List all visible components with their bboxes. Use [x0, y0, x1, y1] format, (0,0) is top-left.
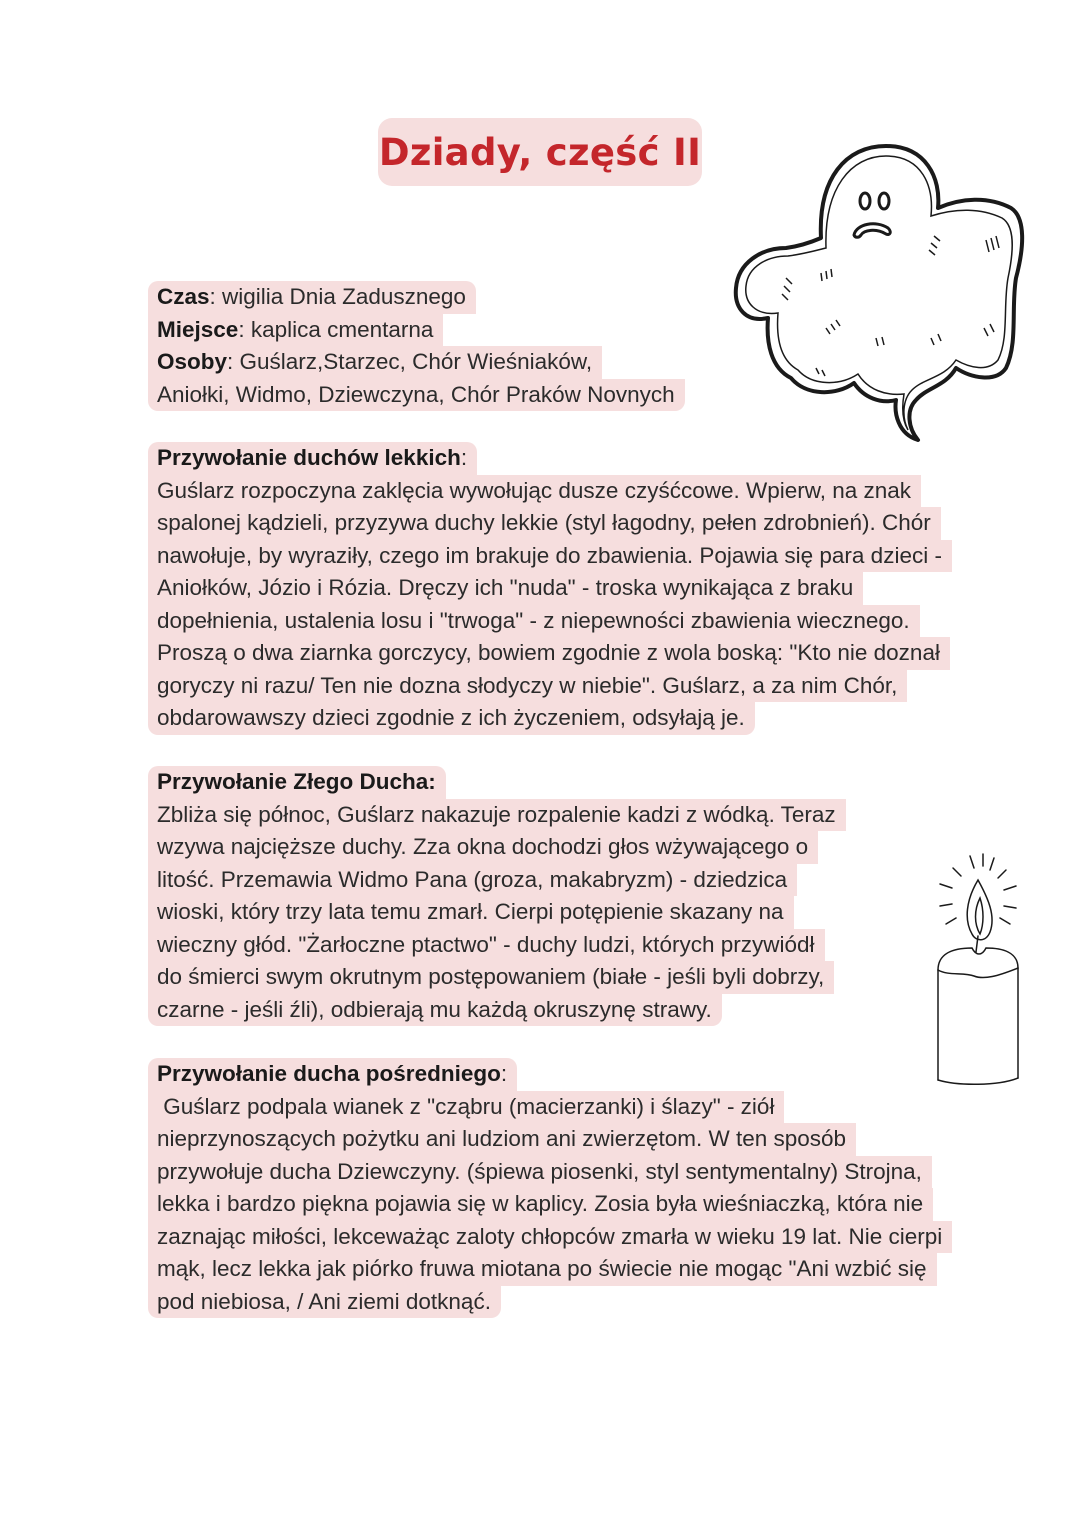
heading-suffix: : [500, 1061, 508, 1086]
page-title: Dziady, część II [378, 130, 702, 174]
info-miejsce [148, 314, 443, 347]
paragraph-line: Guślarz podpala wianek z "cząbru (macierzanki) i ślazy" - ziół [148, 1091, 784, 1124]
paragraph-line: zaznając miłości, lekceważąc zaloty chłopców zmarła w wieku 19 lat. Nie cierpi [148, 1221, 952, 1254]
paragraph-line: dopełnienia, ustalenia losu i "trwoga" - z niepewności zbawienia wiecznego. [148, 605, 920, 638]
paragraph-line: litość. Przemawia Widmo Pana (groza, makabryzm) - dziedzica [148, 864, 797, 897]
title-highlight [378, 118, 702, 186]
paragraph-line: pod niebiosa, / Ani ziemi dotknąć. [148, 1286, 501, 1319]
section-zly-duch [148, 766, 968, 1026]
paragraph-line: Proszą o dwa ziarnka gorczycy, bowiem zgodnie z wola boską: "Kto nie doznał [148, 637, 950, 670]
paragraph-line: do śmierci swym okrutnym postępowaniem (białe - jeśli byli dobrzy, [148, 961, 834, 994]
paragraph-line: Aniołków, Józio i Rózia. Dręczy ich "nuda" - troska wynikająca z braku [148, 572, 863, 605]
miejsce-value: : kaplica cmentarna [238, 316, 434, 342]
section-heading [148, 766, 446, 799]
osoby-value: : Guślarz,Starzec, Chór Wieśniaków, [227, 349, 593, 374]
paragraph-line: wzywa najcięższe duchy. Zza okna dochodzi głos wżywającego o [148, 831, 818, 864]
info-osoby-cont: Aniołki, Widmo, Dziewczyna, Chór Praków Novnych [148, 379, 685, 412]
paragraph-line: wioski, który trzy lata temu zmarł. Cierpi potępienie skazany na [148, 896, 794, 929]
osoby-label: Osoby [157, 349, 228, 374]
section1-heading: Przywołanie duchów lekkich [157, 445, 461, 470]
section-heading [148, 442, 477, 475]
paragraph-line: spalonej kądzieli, przyzywa duchy lekkie (styl łagodny, pełen zdrobnień). Chór [148, 507, 941, 540]
section2-heading: Przywołanie Złego Ducha: [157, 769, 436, 794]
miejsce-label: Miejsce [157, 316, 239, 342]
info-osoby [148, 346, 602, 379]
paragraph-line: lekka i bardzo piękna pojawia się w kaplicy. Zosia była wieśniaczką, która nie [148, 1188, 933, 1221]
paragraph-line: obdarowawszy dzieci zgodnie z ich życzeniem, odsyłają je. [148, 702, 755, 735]
heading-suffix: : [460, 445, 468, 470]
paragraph-line: nieprzynoszących pożytku ani ludziom ani zwierzętom. W ten sposób [148, 1123, 856, 1156]
paragraph-line: nawołuje, by wyraziły, czego im brakuje do zbawienia. Pojawia się para dzieci - [148, 540, 952, 573]
czas-label: Czas [157, 284, 210, 309]
paragraph-line: Zbliża się północ, Guślarz nakazuje rozpalenie kadzi z wódką. Teraz [148, 799, 846, 832]
paragraph-line: mąk, lecz lekka jak piórko fruwa miotana po świecie nie mogąc "Ani wzbić się [148, 1253, 937, 1286]
info-czas [148, 281, 476, 314]
paragraph-line: przywołuje ducha Dziewczyny. (śpiewa piosenki, styl sentymentalny) Strojna, [148, 1156, 932, 1189]
paragraph-line: czarne - jeśli źli), odbierają mu każdą okruszynę strawy. [148, 994, 722, 1027]
czas-value: : wigilia Dnia Zadusznego [209, 284, 466, 309]
paragraph-line: wieczny głód. "Żarłoczne ptactwo" - duchy ludzi, których przywiódł [148, 929, 825, 962]
section3-heading: Przywołanie ducha pośredniego [157, 1061, 501, 1086]
section-heading [148, 1058, 517, 1091]
info-block [148, 281, 968, 411]
section-duchy-lekkie [148, 442, 968, 735]
paragraph-line: Guślarz rozpoczyna zaklęcia wywołując dusze czyśćcowe. Wpierw, na znak [148, 475, 921, 508]
section-duch-posredni [148, 1058, 968, 1318]
paragraph-line: goryczy ni razu/ Ten nie dozna słodyczy w niebie". Guślarz, a za nim Chór, [148, 670, 907, 703]
